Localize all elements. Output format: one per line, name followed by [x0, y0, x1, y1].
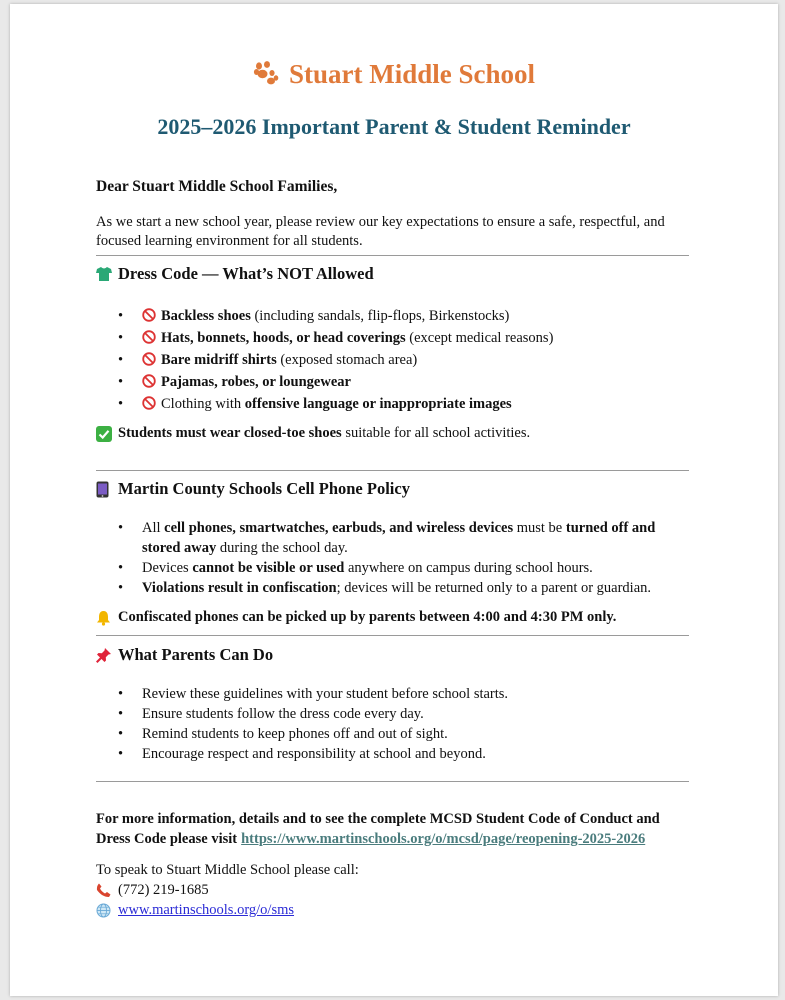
confiscation-note: Confiscated phones can be picked up by parents between 4:00 and 4:30 PM only.: [96, 609, 706, 626]
divider: [96, 255, 689, 256]
prohibited-icon: [142, 330, 156, 350]
document-page: [10, 4, 778, 996]
parents-title: What Parents Can Do: [118, 645, 274, 664]
phone-row: [96, 880, 706, 900]
contact-section: [96, 860, 706, 920]
intro-paragraph: As we start a new school year, please review our key expectations to ensure a safe, respectful, and focused learning environment for all students.: [96, 214, 665, 249]
prohibited-icon: [142, 308, 156, 328]
divider: [96, 470, 689, 471]
list-item: • Clothing with offensive language or inappropriate images: [96, 394, 706, 416]
divider: [96, 635, 689, 636]
school-name: Stuart Middle School: [288, 59, 536, 89]
shirt-icon: [96, 267, 118, 281]
phone-policy-list: [96, 518, 696, 598]
more-info: For more information, details and to see the complete MCSD Student Code of Conduct and Dress Code please visit https://www.martinschools.org/o/mcsd/page/reopening-2025-2026: [96, 811, 660, 847]
telephone-icon: [96, 883, 118, 898]
code-of-conduct-link[interactable]: https://www.martinschools.org/o/mcsd/page/reopening-2025-2026: [241, 831, 646, 847]
globe-icon: [96, 903, 118, 918]
dress-code-heading: [96, 264, 706, 284]
list-item: • All cell phones, smartwatches, earbuds, and wireless devices must be turned off and stored away during the school day.: [118, 520, 656, 556]
bell-icon: [96, 610, 118, 626]
phone-policy-heading: [96, 479, 706, 499]
parents-heading: [96, 645, 706, 665]
check-mark-icon: [96, 426, 118, 442]
paw-icon: [253, 61, 279, 92]
pushpin-icon: [96, 647, 118, 663]
divider: [96, 781, 689, 782]
list-item: • Devices cannot be visible or used anywhere on campus during school hours.: [118, 560, 593, 576]
list-item: • Ensure students follow the dress code every day.: [118, 706, 424, 722]
closed-toe-note: Students must wear closed-toe shoes suitable for all school activities.: [96, 425, 706, 442]
prohibited-icon: [142, 374, 156, 394]
phone-policy-title: Martin County Schools Cell Phone Policy: [118, 479, 410, 498]
phone-icon: [96, 481, 118, 498]
school-website-link[interactable]: www.martinschools.org/o/sms: [118, 902, 295, 918]
list-item: • Backless shoes (including sandals, flip-flops, Birkenstocks): [96, 306, 706, 328]
greeting: Dear Stuart Middle School Families,: [96, 178, 338, 195]
dress-code-list: [96, 306, 706, 416]
website-row: [96, 900, 706, 920]
school-title: [10, 59, 778, 92]
list-item: • Encourage respect and responsibility at school and beyond.: [118, 746, 486, 762]
list-item: • Pajamas, robes, or loungewear: [96, 372, 706, 394]
list-item: • Violations result in confiscation; devices will be returned only to a parent or guardian.: [118, 580, 652, 596]
prohibited-icon: [142, 352, 156, 372]
page-subtitle: 2025–2026 Important Parent & Student Reminder: [157, 114, 631, 139]
list-item: • Review these guidelines with your student before school starts.: [118, 686, 509, 702]
list-item: • Bare midriff shirts (exposed stomach area): [96, 350, 706, 372]
dress-code-title: Dress Code — What’s NOT Allowed: [118, 264, 374, 283]
phone-number[interactable]: (772) 219-1685: [118, 882, 209, 898]
list-item: • Hats, bonnets, hoods, or head coverings (except medical reasons): [96, 328, 706, 350]
list-item: • Remind students to keep phones off and out of sight.: [118, 726, 448, 742]
prohibited-icon: [142, 396, 156, 416]
parents-list: [96, 684, 706, 764]
contact-intro: To speak to Stuart Middle School please call:: [96, 862, 359, 878]
